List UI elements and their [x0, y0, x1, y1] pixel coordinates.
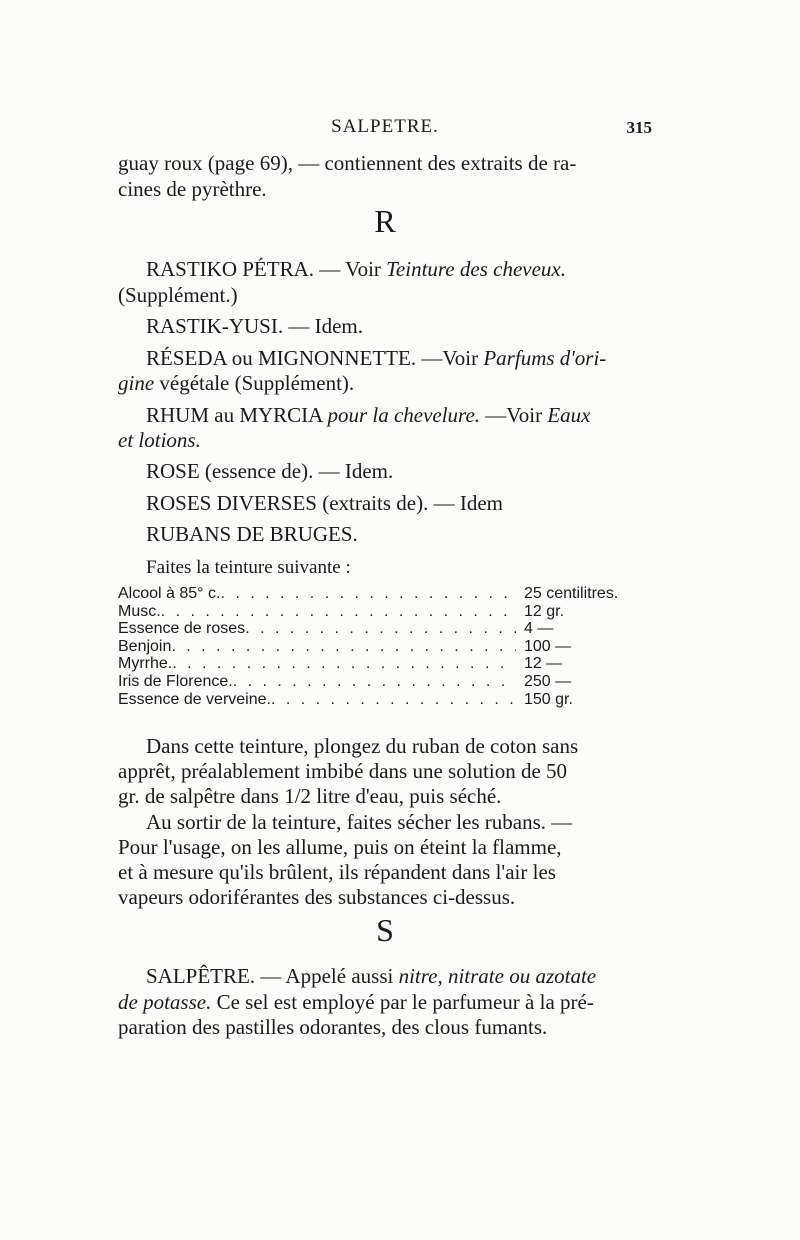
ingredient-name: Iris de Florence. — [118, 672, 233, 690]
entry-reference: Eaux — [547, 403, 591, 427]
entry-rhum — [146, 402, 652, 428]
entry-reseda-cont — [118, 370, 652, 396]
ingredient-quantity: 100 — — [524, 637, 572, 655]
dot-leader — [271, 691, 516, 709]
dot-leader — [172, 655, 516, 673]
recipe-row — [118, 620, 652, 638]
dot-leader — [161, 603, 516, 621]
entry-rastiko-petra — [146, 256, 652, 282]
entry-rubans-de-bruges: RUBANS DE BRUGES. — [146, 522, 358, 546]
instruction-p2-line-1: Au sortir de la teinture, faites sécher les rubans. — — [146, 810, 573, 834]
section-letter-s: S — [376, 912, 394, 948]
entry-see: —Voir — [480, 403, 548, 427]
entry-reference-cont: gine — [118, 371, 155, 395]
recipe-intro: Faites la teinture suivante : — [146, 557, 351, 578]
ingredient-quantity: 4 — — [524, 620, 554, 638]
entry-head: RHUM au MYRCIA — [146, 403, 328, 427]
entry-reference-cont: et lotions. — [118, 428, 201, 452]
ingredient-name: Essence de roses — [118, 620, 246, 638]
ingredient-name: Essence de verveine. — [118, 690, 271, 708]
entry-salpetre-line-2 — [118, 989, 652, 1015]
recipe-row — [118, 603, 652, 621]
ingredient-quantity: 150 gr. — [524, 690, 573, 708]
entry-synonyms: nitre, nitrate ou azotate — [398, 964, 597, 988]
ingredient-name: Myrrhe. — [118, 655, 173, 673]
recipe-row — [118, 691, 652, 709]
instruction-p1-line-1: Dans cette teinture, plongez du ruban de coton sans — [146, 734, 579, 758]
ingredient-name: Musc. — [118, 602, 161, 620]
entry-head: RASTIKO PÉTRA. — Voir — [146, 257, 387, 281]
instruction-p2-line-3: et à mesure qu'ils brûlent, ils répandent dans l'air les — [118, 860, 556, 884]
continuation-line-2: cines de pyrèthre. — [118, 177, 267, 201]
entry-reseda — [146, 345, 652, 371]
recipe-row — [118, 673, 652, 691]
recipe-table — [118, 585, 652, 708]
entry-cont-text: végétale (Supplément). — [154, 371, 355, 395]
instruction-p2-line-2: Pour l'usage, on les allume, puis on éteint la flamme, — [118, 835, 562, 859]
entry-reference: Parfums d'ori- — [483, 346, 607, 370]
recipe-row — [118, 585, 652, 603]
ingredient-quantity: 12 gr. — [524, 602, 565, 620]
entry-head: SALPÊTRE. — Appelé aussi — [146, 964, 399, 988]
instruction-p2-line-4: vapeurs odoriférantes des substances ci-dessus. — [118, 885, 516, 909]
page-header — [118, 116, 652, 144]
entry-text: Ce sel est employé par le parfumeur à la pré- — [211, 990, 594, 1014]
entry-rose: ROSE (essence de). — Idem. — [146, 459, 394, 483]
entry-reference: Teinture des cheveux. — [386, 257, 566, 281]
entry-salpetre — [146, 963, 652, 989]
entry-rastiko-petra-cont: (Supplément.) — [118, 283, 238, 307]
entry-roses-diverses: ROSES DIVERSES (extraits de). — Idem — [146, 491, 503, 515]
dot-leader — [245, 620, 516, 638]
entry-rhum-cont — [118, 427, 652, 453]
entry-head: RÉSEDA ou MIGNONNETTE. —Voir — [146, 346, 484, 370]
entry-rastik-yusi: RASTIK-YUSI. — Idem. — [146, 314, 363, 338]
ingredient-quantity: 250 — — [524, 672, 572, 690]
section-letter-r: R — [374, 203, 396, 239]
recipe-row — [118, 655, 652, 673]
ingredient-quantity: 12 — — [524, 655, 563, 673]
ingredient-name: Benjoin — [118, 637, 172, 655]
dot-leader — [220, 585, 516, 603]
continuation-line-1: guay roux (page 69), — contiennent des extraits de ra- — [118, 151, 577, 175]
dot-leader — [233, 673, 516, 691]
recipe-row — [118, 638, 652, 656]
dot-leader — [171, 638, 516, 656]
entry-subtitle: pour la chevelure. — [327, 403, 481, 427]
instruction-p1-line-2: apprêt, préalablement imbibé dans une solution de 50 — [118, 759, 568, 783]
ingredient-name: Alcool à 85° c. — [118, 585, 221, 602]
entry-salpetre-line-3: paration des pastilles odorantes, des clous fumants. — [118, 1015, 548, 1039]
instruction-p1-line-3: gr. de salpêtre dans 1/2 litre d'eau, puis séché. — [118, 784, 502, 808]
running-title: SALPETRE. — [331, 116, 439, 137]
page-number: 315 — [626, 118, 652, 137]
ingredient-quantity: 25 centilitres. — [524, 585, 619, 602]
entry-synonyms-cont: de potasse. — [118, 990, 212, 1014]
